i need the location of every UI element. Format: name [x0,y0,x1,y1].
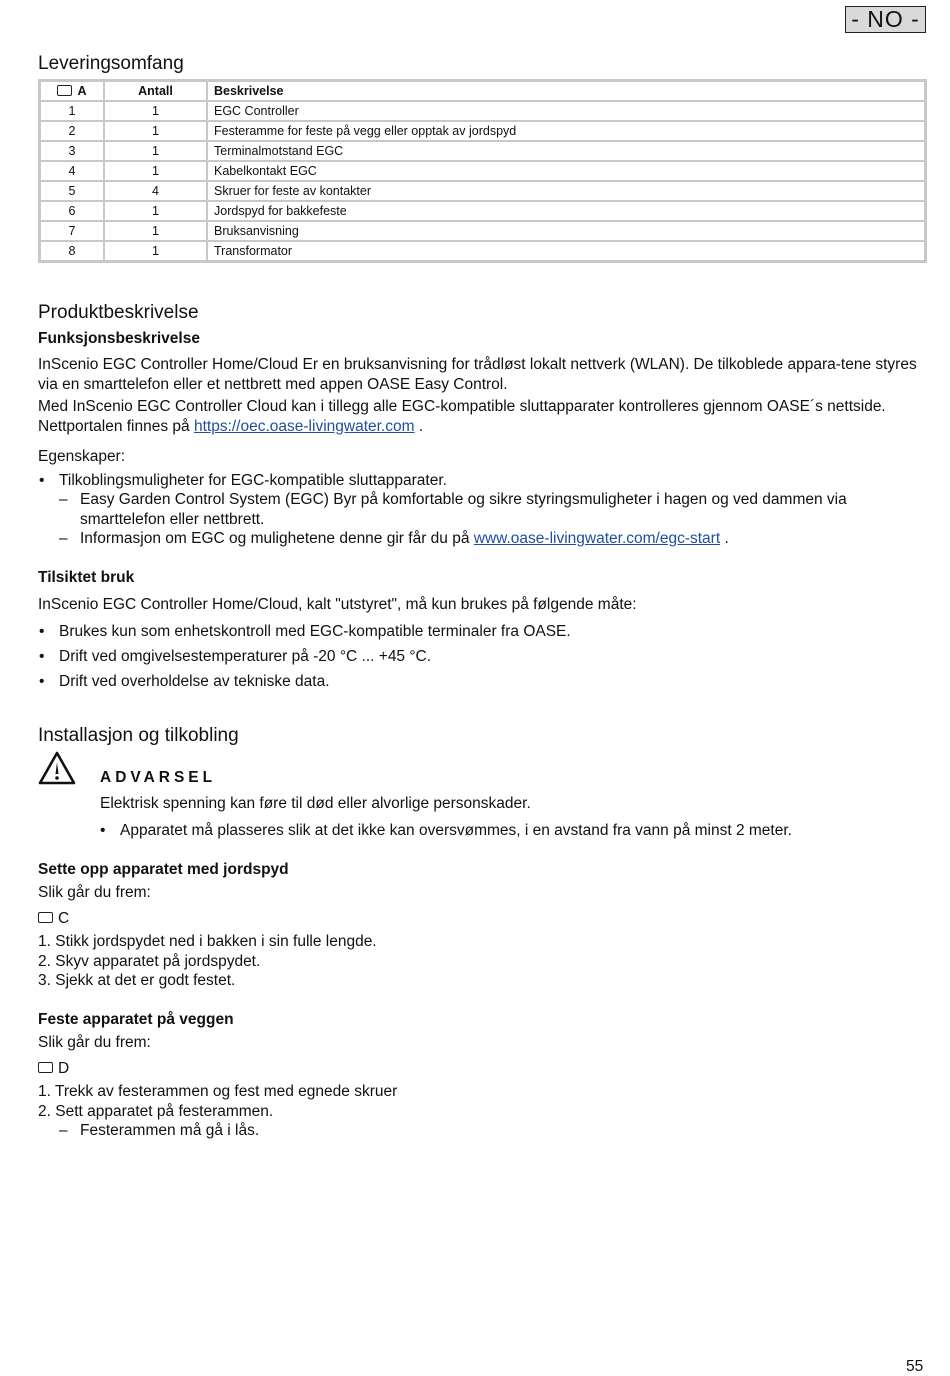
book-icon [38,912,53,923]
function-paragraph: InScenio EGC Controller Home/Cloud Er en bruksanvisning for trådløst lokalt nettverk (WLAN). De tilkoblede appara-tene styres via en smarttelefon eller et nettbrett med appen OASE Easy Control. [38,356,917,393]
list-item: 3. Sjekk at det er godt festet. [38,972,236,989]
spike-figure-ref: C [38,909,69,929]
table-row: 8 1 Transformator [40,241,925,261]
header-figure: A [40,81,104,101]
wall-intro: Slik går du frem: [38,1034,151,1051]
intended-use-heading: Tilsiktet bruk [38,569,135,586]
list-item: 2. Skyv apparatet på jordspydet. [38,953,261,970]
function-subheading: Funksjonsbeskrivelse [38,330,200,347]
spike-intro: Slik går du frem: [38,884,151,901]
list-item: • Drift ved overholdelse av tekniske data. [39,673,330,690]
book-icon [38,1062,53,1073]
installation-heading: Installasjon og tilkobling [38,725,239,746]
wall-figure-ref: D [38,1059,69,1079]
warning-text: Elektrisk spenning kan føre til død eller alvorlige personskader. [100,795,531,812]
cloud-paragraph: Med InScenio EGC Controller Cloud kan i tillegg alle EGC-kompatible sluttapparater kontrolleres gjennom OASE´s nettside. Nettportalen finnes på https://oec.oase-livingwater.com . [38,398,886,435]
product-heading: Produktbeskrivelse [38,302,199,323]
warning-title: ADVARSEL [100,769,217,786]
page-number: 55 [906,1358,924,1375]
header-quantity: Antall [104,81,207,101]
table-row: 6 1 Jordspyd for bakkefeste [40,201,925,221]
scope-heading: Leveringsomfang [38,53,184,74]
list-item: – Easy Garden Control System (EGC) Byr på komfortable og sikre styringsmuligheter i hagen og ved dammen via smarttelefon eller nettbrett. [59,491,847,528]
list-item: 1. Trekk av festerammen og fest med egnede skruer [38,1083,398,1100]
list-item: – Informasjon om EGC og mulighetene denne gir får du på www.oase-livingwater.com/egc-start . [59,530,729,547]
list-item: 1. Stikk jordspydet ned i bakken i sin fulle lengde. [38,933,377,950]
language-badge: - NO - [845,6,926,33]
list-item: • Apparatet må plasseres slik at det ikke kan oversvømmes, i en avstand fra vann på minst 2 meter. [100,822,792,839]
header-description: Beskrivelse [207,81,925,101]
list-item: • Drift ved omgivelsestemperaturer på -20 °C ... +45 °C. [39,648,432,665]
list-item: • Tilkoblingsmuligheter for EGC-kompatible sluttapparater. [39,472,447,489]
scope-table [38,79,927,263]
book-icon [57,85,72,96]
table-row: 2 1 Festeramme for feste på vegg eller opptak av jordspyd [40,121,925,141]
list-item: 2. Sett apparatet på festerammen. [38,1103,274,1120]
list-item: • Brukes kun som enhetskontroll med EGC-kompatible terminaler fra OASE. [39,623,571,640]
wall-heading: Feste apparatet på veggen [38,1011,234,1028]
features-label: Egenskaper: [38,448,126,465]
table-row: 1 1 EGC Controller [40,101,925,121]
table-row: 7 1 Bruksanvisning [40,221,925,241]
warning-triangle-icon [38,751,76,785]
egc-start-link[interactable]: www.oase-livingwater.com/egc-start [473,530,721,547]
table-header-row [40,81,925,101]
list-item: – Festerammen må gå i lås. [59,1122,260,1139]
table-row: 4 1 Kabelkontakt EGC [40,161,925,181]
spike-heading: Sette opp apparatet med jordspyd [38,861,289,878]
intended-use-intro: InScenio EGC Controller Home/Cloud, kalt "utstyret", må kun brukes på følgende måte: [38,596,637,613]
table-row: 5 4 Skruer for feste av kontakter [40,181,925,201]
table-row: 3 1 Terminalmotstand EGC [40,141,925,161]
portal-link[interactable]: https://oec.oase-livingwater.com [193,417,415,435]
